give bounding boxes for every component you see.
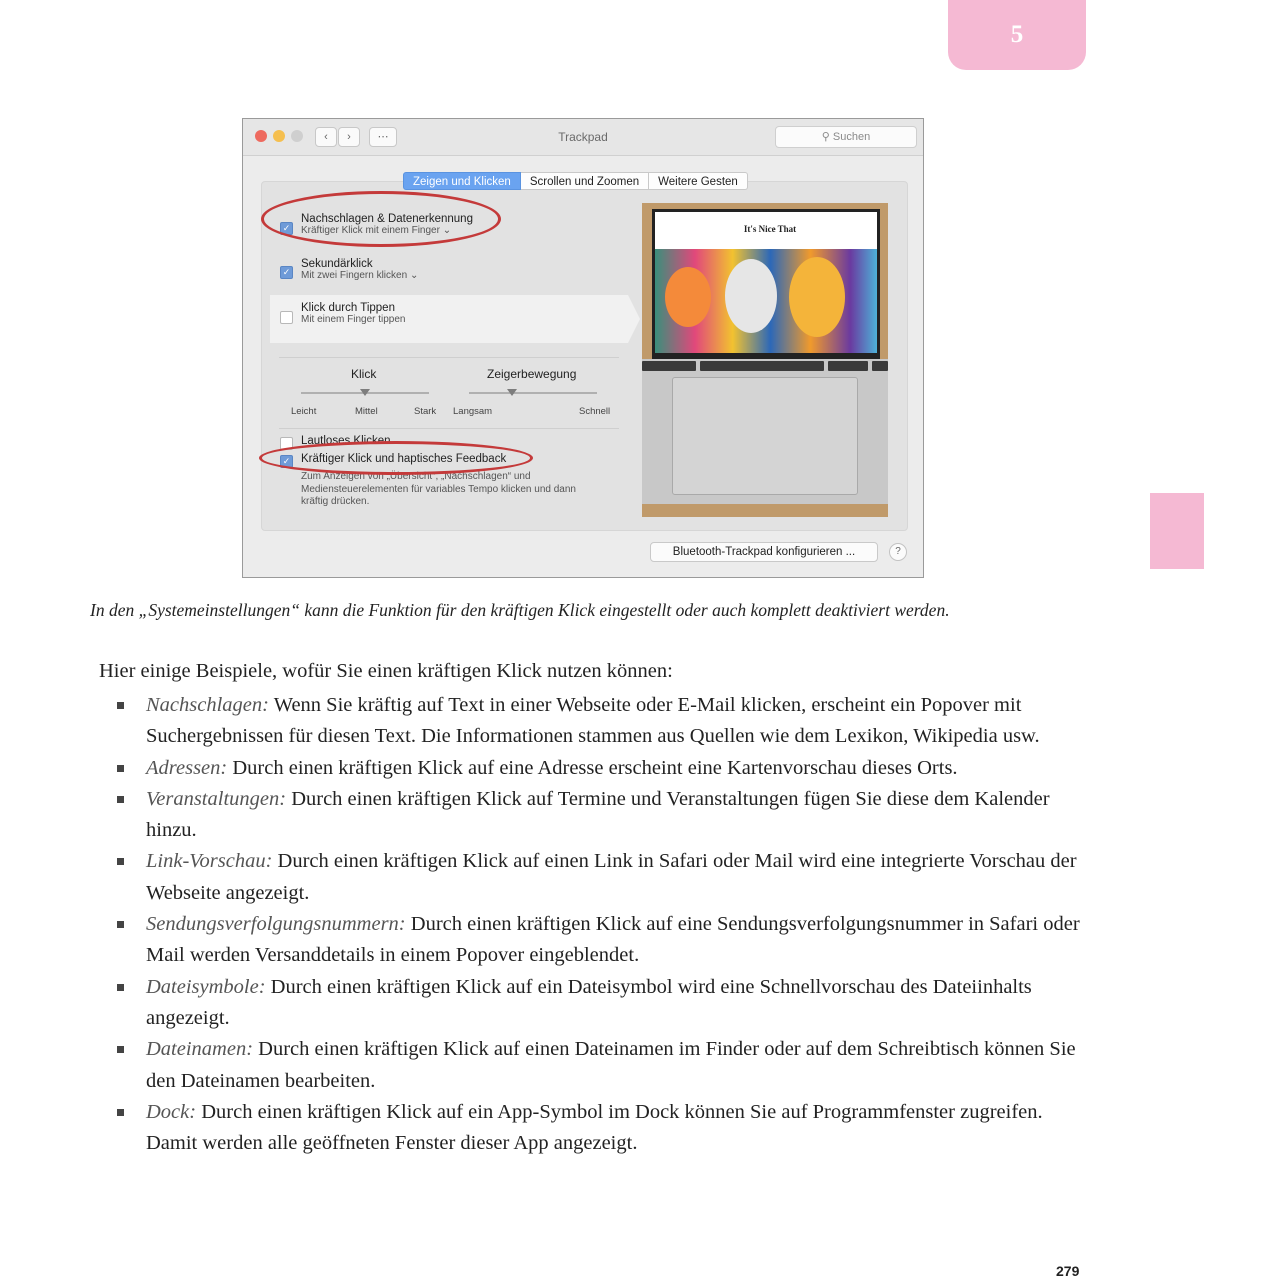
search-icon: ⚲: [821, 131, 833, 143]
nachschlagen-sub[interactable]: Kräftiger Klick mit einem Finger: [301, 225, 440, 236]
list-item: [146, 972, 1091, 1035]
sekundaerklick-checkbox[interactable]: ✓: [280, 266, 293, 279]
sekundaerklick-option: [301, 258, 418, 281]
trackpad-image: [672, 377, 858, 495]
forward-icon[interactable]: ›: [338, 127, 360, 147]
bullet-icon: [117, 702, 124, 709]
sekundaerklick-sub[interactable]: Mit zwei Fingern klicken: [301, 270, 408, 281]
examples-list: [146, 690, 1091, 1159]
zeiger-heading: Zeigerbewegung: [487, 367, 577, 381]
bullet-icon: [117, 984, 124, 991]
window-title: Trackpad: [558, 130, 608, 144]
highlight-circle: [259, 441, 533, 475]
item-text: Durch einen kräftigen Klick auf einen Dateinamen im Finder oder auf dem Schreibtisch können Sie den Dateinamen bearbeiten.: [146, 1038, 1076, 1092]
trackpad-preview-image: [642, 203, 888, 517]
back-icon[interactable]: ‹: [315, 127, 337, 147]
zeiger-label-langsam: Langsam: [453, 406, 493, 417]
item-term: Dateisymbole:: [146, 975, 266, 998]
klick-label-mittel: Mittel: [355, 406, 378, 417]
chapter-number: 5: [1010, 21, 1024, 48]
item-term: Nachschlagen:: [146, 694, 269, 716]
feedback-label: Kräftiger Klick und haptisches Feedback: [301, 453, 507, 465]
callout-arrow: [628, 295, 640, 343]
list-item: [146, 690, 1091, 753]
list-item: [146, 909, 1091, 972]
keyboard-key: [828, 361, 868, 371]
feedback-description: Zum Anzeigen von „Übersicht“, „Nachschlagen“ und Mediensteuerelementen für variables Tempo klicken und dann kräftig drücken.: [301, 471, 576, 507]
search-field[interactable]: [775, 126, 917, 148]
item-text: Durch einen kräftigen Klick auf eine Sendungsverfolgungsnummer in Safari oder Mail werden Versanddetails in einem Popover eingeblendet.: [146, 913, 1080, 967]
nachschlagen-label: Nachschlagen & Datenerkennung: [301, 213, 473, 225]
intro-paragraph: Hier einige Beispiele, wofür Sie einen kräftigen Klick nutzen können:: [99, 660, 673, 682]
item-text: Durch einen kräftigen Klick auf Termine und Veranstaltungen fügen Sie diese dem Kalender hinzu.: [146, 787, 1050, 842]
zeiger-slider-knob[interactable]: [507, 389, 517, 396]
item-term: Link-Vorschau:: [146, 850, 273, 873]
site-name: It's Nice That: [743, 224, 797, 234]
item-text: Durch einen kräftigen Klick auf ein Dateisymbol wird eine Schnellvorschau des Dateiinhalts angezeigt.: [146, 975, 1032, 1029]
feedback-checkbox[interactable]: ✓: [280, 455, 293, 468]
tab-zeigen-und-klicken[interactable]: Zeigen und Klicken: [403, 172, 521, 190]
klick-slider-knob[interactable]: [360, 389, 370, 396]
tippen-label: Klick durch Tippen: [301, 302, 395, 314]
item-term: Dateinamen:: [146, 1038, 254, 1061]
bullet-icon: [117, 858, 124, 865]
bluetooth-trackpad-button[interactable]: Bluetooth-Trackpad konfigurieren ...: [650, 542, 878, 562]
item-text: Durch einen kräftigen Klick auf eine Adresse erscheint eine Kartenvorschau dieses Orts.: [227, 756, 958, 779]
item-text: Wenn Sie kräftig auf Text in einer Webseite oder E-Mail klicken, erscheint ein Popover mit Suchergebnissen für diesen Text. Die Informationen stammen aus Quellen wie dem Lexikon, Wikipedia usw.: [146, 694, 1040, 748]
search-placeholder: Suchen: [832, 131, 871, 143]
klick-label-stark: Stark: [414, 406, 437, 417]
artwork-face: [789, 257, 845, 337]
zeiger-label-schnell: Schnell: [579, 406, 611, 417]
keyboard-key: [642, 361, 696, 371]
chevron-down-icon[interactable]: ⌄: [442, 225, 452, 236]
list-item: [146, 1034, 1091, 1097]
bullet-icon: [117, 1046, 124, 1053]
keyboard-key: [700, 361, 824, 371]
artwork: [655, 249, 877, 353]
bullet-icon: [117, 765, 124, 772]
tippen-checkbox[interactable]: [280, 311, 293, 324]
list-item: [146, 1097, 1091, 1160]
grid-icon[interactable]: ⋯: [369, 127, 397, 147]
trackpad-preferences-screenshot: [242, 118, 924, 578]
list-item: [146, 846, 1091, 909]
tab-weitere-gesten[interactable]: Weitere Gesten: [649, 172, 748, 190]
keyboard-key: [872, 361, 888, 371]
chevron-down-icon[interactable]: ⌄: [409, 270, 419, 281]
figure-caption: In den „Systemeinstellungen“ kann die Funktion für den kräftigen Klick eingestellt oder auch komplett deaktiviert werden.: [90, 600, 950, 620]
item-text: Durch einen kräftigen Klick auf einen Link in Safari oder Mail wird eine integrierte Vorschau der Webseite angezeigt.: [146, 850, 1077, 904]
divider: [279, 428, 619, 429]
tippen-sub: Mit einem Finger tippen: [301, 314, 406, 325]
sekundaerklick-label: Sekundärklick: [301, 258, 373, 270]
artwork-face: [665, 267, 711, 327]
bullet-icon: [117, 921, 124, 928]
list-item: [146, 753, 1091, 784]
page-number: 279: [1056, 1263, 1080, 1279]
tab-bar: [403, 172, 748, 190]
klick-label-leicht: Leicht: [291, 406, 317, 417]
tab-scrollen-und-zoomen[interactable]: Scrollen und Zoomen: [521, 172, 649, 190]
klick-heading: Klick: [351, 367, 377, 381]
side-thumb-tab: [1150, 493, 1204, 569]
item-term: Adressen:: [146, 756, 228, 779]
bullet-icon: [117, 796, 124, 803]
item-term: Dock:: [146, 1100, 197, 1123]
list-item: [146, 784, 1091, 847]
help-button[interactable]: ?: [889, 543, 907, 561]
zeiger-slider[interactable]: [469, 392, 597, 394]
highlight-circle: [261, 191, 501, 247]
tippen-option: [301, 302, 406, 325]
divider: [279, 357, 619, 358]
item-text: Durch einen kräftigen Klick auf ein App-Symbol im Dock können Sie auf Programmfenster zugreifen. Damit werden alle geöffneten Fenster dieser App angezeigt.: [146, 1100, 1043, 1155]
bullet-icon: [117, 1109, 124, 1116]
item-term: Veranstaltungen:: [146, 787, 287, 810]
item-term: Sendungsverfolgungsnummern:: [146, 913, 406, 936]
chapter-tab: [948, 0, 1086, 70]
nachschlagen-checkbox[interactable]: ✓: [280, 222, 293, 235]
lautlos-label: Lautloses Klicken: [301, 435, 391, 447]
artwork-face: [725, 259, 777, 333]
window-titlebar: [243, 119, 923, 156]
laptop-screen: [652, 209, 880, 359]
